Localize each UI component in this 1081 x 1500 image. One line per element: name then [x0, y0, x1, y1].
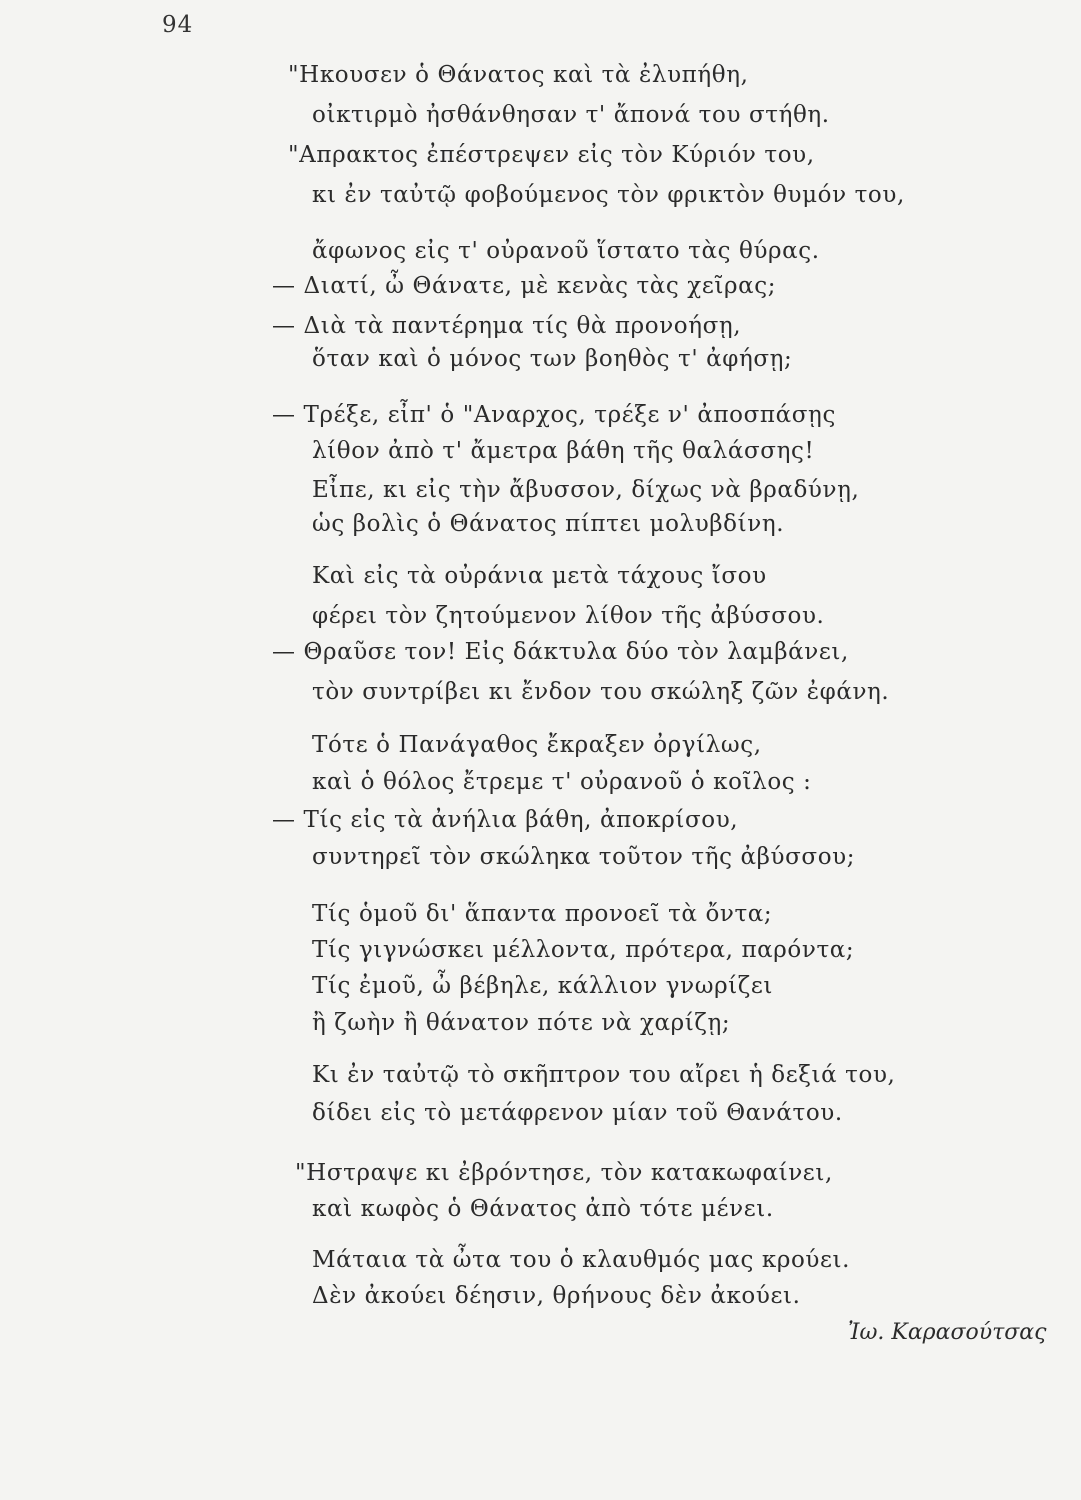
- poem-line: Τίς γιγνώσκει μέλλοντα, πρότερα, παρόντα;: [312, 937, 855, 963]
- poem-line: ἄφωνος εἰς τ' οὐρανοῦ ἵστατο τὰς θύρας.: [312, 238, 820, 264]
- poem-line: — Διὰ τὰ παντέρημα τίς θὰ προνοήσῃ,: [272, 313, 742, 339]
- poem-line: φέρει τὸν ζητούμενον λίθον τῆς ἀβύσσου.: [312, 603, 825, 629]
- poem-line: συντηρεῖ τὸν σκώληκα τοῦτον τῆς ἀβύσσου;: [312, 844, 856, 870]
- poem-line: Μάταια τὰ ὦτα του ὁ κλαυθμός μας κρούει.: [312, 1247, 851, 1273]
- poem-line: Δὲν ἀκούει δέησιν, θρήνους δὲν ἀκούει.: [312, 1283, 801, 1309]
- poem-line: — Διατί, ὦ Θάνατε, μὲ κενὰς τὰς χεῖρας;: [272, 273, 777, 299]
- poem-line: Τότε ὁ Πανάγαθος ἔκραξεν ὀργίλως,: [312, 732, 762, 758]
- page-number: 94: [162, 12, 194, 38]
- poem-line: καὶ κωφὸς ὁ Θάνατος ἀπὸ τότε μένει.: [312, 1196, 774, 1222]
- poem-line: ὡς βολὶς ὁ Θάνατος πίπτει μολυβδίνη.: [312, 511, 785, 537]
- poem-line: οἰκτιρμὸ ἠσθάνθησαν τ' ἄπονά του στήθη.: [312, 102, 830, 128]
- poem-line: καὶ ὁ θόλος ἔτρεμε τ' οὐρανοῦ ὁ κοῖλος :: [312, 769, 812, 795]
- poem-line: κι ἐν ταὐτῷ φοβούμενος τὸν φρικτὸν θυμόν του,: [312, 182, 905, 208]
- poem-line: λίθον ἀπὸ τ' ἄμετρα βάθη τῆς θαλάσσης!: [312, 438, 815, 464]
- poem-line: — Τίς εἰς τὰ ἀνήλια βάθη, ἀποκρίσου,: [272, 807, 739, 833]
- poem-line: Εἶπε, κι εἰς τὴν ἄβυσσον, δίχως νὰ βραδύνῃ,: [312, 477, 860, 503]
- poem-line: τὸν συντρίβει κι ἔνδον του σκώληξ ζῶν ἐφάνη.: [312, 679, 890, 705]
- poem-line: Τίς ὁμοῦ δι' ἅπαντα προνοεῖ τὰ ὄντα;: [312, 901, 773, 927]
- poem-line: "Απρακτος ἐπέστρεψεν εἰς τὸν Κύριόν του,: [288, 142, 815, 168]
- poem-line: — Τρέξε, εἶπ' ὁ "Αναρχος, τρέξε ν' ἀποσπάσῃς: [272, 402, 836, 428]
- poem-line: Κι ἐν ταὐτῷ τὸ σκῆπτρον του αἴρει ἡ δεξιά του,: [312, 1062, 896, 1088]
- author-signature: Ἰω. Καρασούτσας: [848, 1320, 1047, 1345]
- poem-line: "Ηστραψε κι ἐβρόντησε, τὸν κατακωφαίνει,: [295, 1160, 833, 1186]
- poem-line: Καὶ εἰς τὰ οὐράνια μετὰ τάχους ἴσου: [312, 563, 767, 589]
- poem-line: ἢ ζωὴν ἢ θάνατον πότε νὰ χαρίζῃ;: [312, 1010, 731, 1036]
- poem-line: "Ηκουσεν ὁ Θάνατος καὶ τὰ ἐλυπήθη,: [288, 62, 749, 88]
- poem-line: δίδει εἰς τὸ μετάφρενον μίαν τοῦ Θανάτου.: [312, 1100, 843, 1126]
- poem-line: ὅταν καὶ ὁ μόνος των βοηθὸς τ' ἀφήσῃ;: [312, 346, 793, 372]
- poem-line: — Θραῦσε τον! Εἰς δάκτυλα δύο τὸν λαμβάνει,: [272, 639, 849, 665]
- poem-line: Τίς ἐμοῦ, ὦ βέβηλε, κάλλιον γνωρίζει: [312, 973, 774, 999]
